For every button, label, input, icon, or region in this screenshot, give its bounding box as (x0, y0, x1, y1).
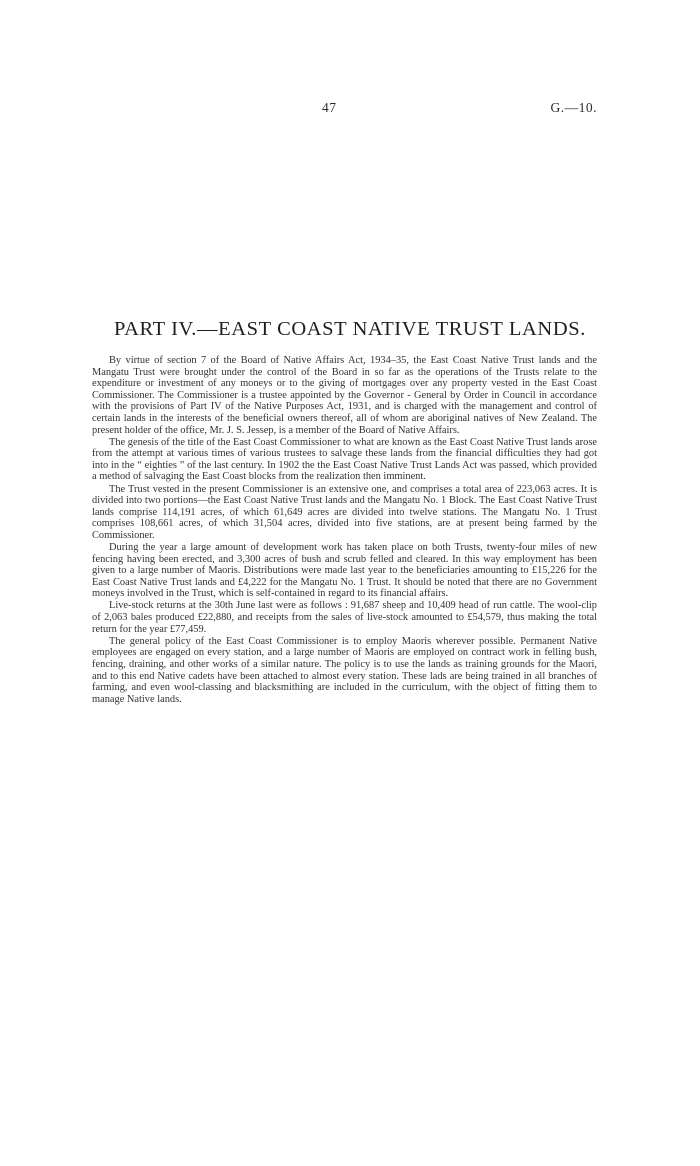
paragraph: The Trust vested in the present Commissioner is an extensive one, and comprises a total area of 223,063 acres. It is divided into two portions—the East Coast Native Trust lands and the Mangatu No. 1 Block. The East Coast Native Trust lands comprise 114,191 acres, of which 61,649 acres are divided into twelve stations. The Mangatu No. 1 Trust comprises 108,661 acres, of which 31,504 acres, divided into five stations, are at present being farmed by the Commissioner. (92, 483, 597, 541)
paragraph: The general policy of the East Coast Commissioner is to employ Maoris wherever possible. Permanent Native employees are engaged on every station, and a large number of Maoris are employed on contract work in felling bush, fencing, draining, and other works of a similar nature. The policy is to use the lands as training grounds for the Maori, and to this end Native cadets have been attached to almost every station. These lads are being trained in all branches of farming, and even wool-classing and blacksmithing are included in the curriculum, with the object of fitting them to manage Native lands. (92, 635, 597, 705)
paragraph: Live-stock returns at the 30th June last were as follows : 91,687 sheep and 10,409 head of run cattle. The wool-clip of 2,063 bales produced £22,880, and receipts from the sales of live-stock amounted to £54,579, thus making the total return for the year £77,459. (92, 600, 597, 635)
document-reference: G.—10. (550, 100, 597, 115)
page-header (0, 100, 700, 120)
page-number: 47 (322, 100, 337, 115)
paragraph: During the year a large amount of development work has taken place on both Trusts, twenty-four miles of new fencing having been erected, and 3,300 acres of bush and scrub felled and cleared. In this way employment has been given to a large number of Maoris. Distributions were made last year to the beneficiaries amounting to £15,226 for the East Coast Native Trust lands and £4,222 for the Mangatu No. 1 Trust. It should be noted that there are no Government moneys involved in the Trust, which is self-contained in regard to its financial affairs. (92, 542, 597, 600)
section-title: PART IV.—EAST COAST NATIVE TRUST LANDS. (114, 318, 586, 340)
paragraph: The genesis of the title of the East Coast Commissioner to what are known as the East Coast Native Trust lands arose from the attempt at various times of various trustees to salvage these lands from the financial difficulties they had got into in the “ eighties ” of the last century. In 1902 the the East Coast Native Trust Lands Act was passed, which provided a method of salvaging the East Coast blocks from the realization then imminent. (92, 436, 597, 483)
body-text (92, 355, 597, 705)
paragraph: By virtue of section 7 of the Board of Native Affairs Act, 1934–35, the East Coast Native Trust lands and the Mangatu Trust were brought under the control of the Board in so far as the operations of the Trusts relate to the expenditure or investment of any moneys or to the giving of mortgages over any property vested in the East Coast Commissioner. The Commissioner is a trustee appointed by the Governor - General by Order in Council in accordance with the provisions of Part IV of the Native Purposes Act, 1931, and is charged with the management and control of certain lands in the interests of the beneficial owners thereof, all of whom are aboriginal natives of New Zealand. The present holder of the office, Mr. J. S. Jessep, is a member of the Board of Native Affairs. (92, 355, 597, 436)
